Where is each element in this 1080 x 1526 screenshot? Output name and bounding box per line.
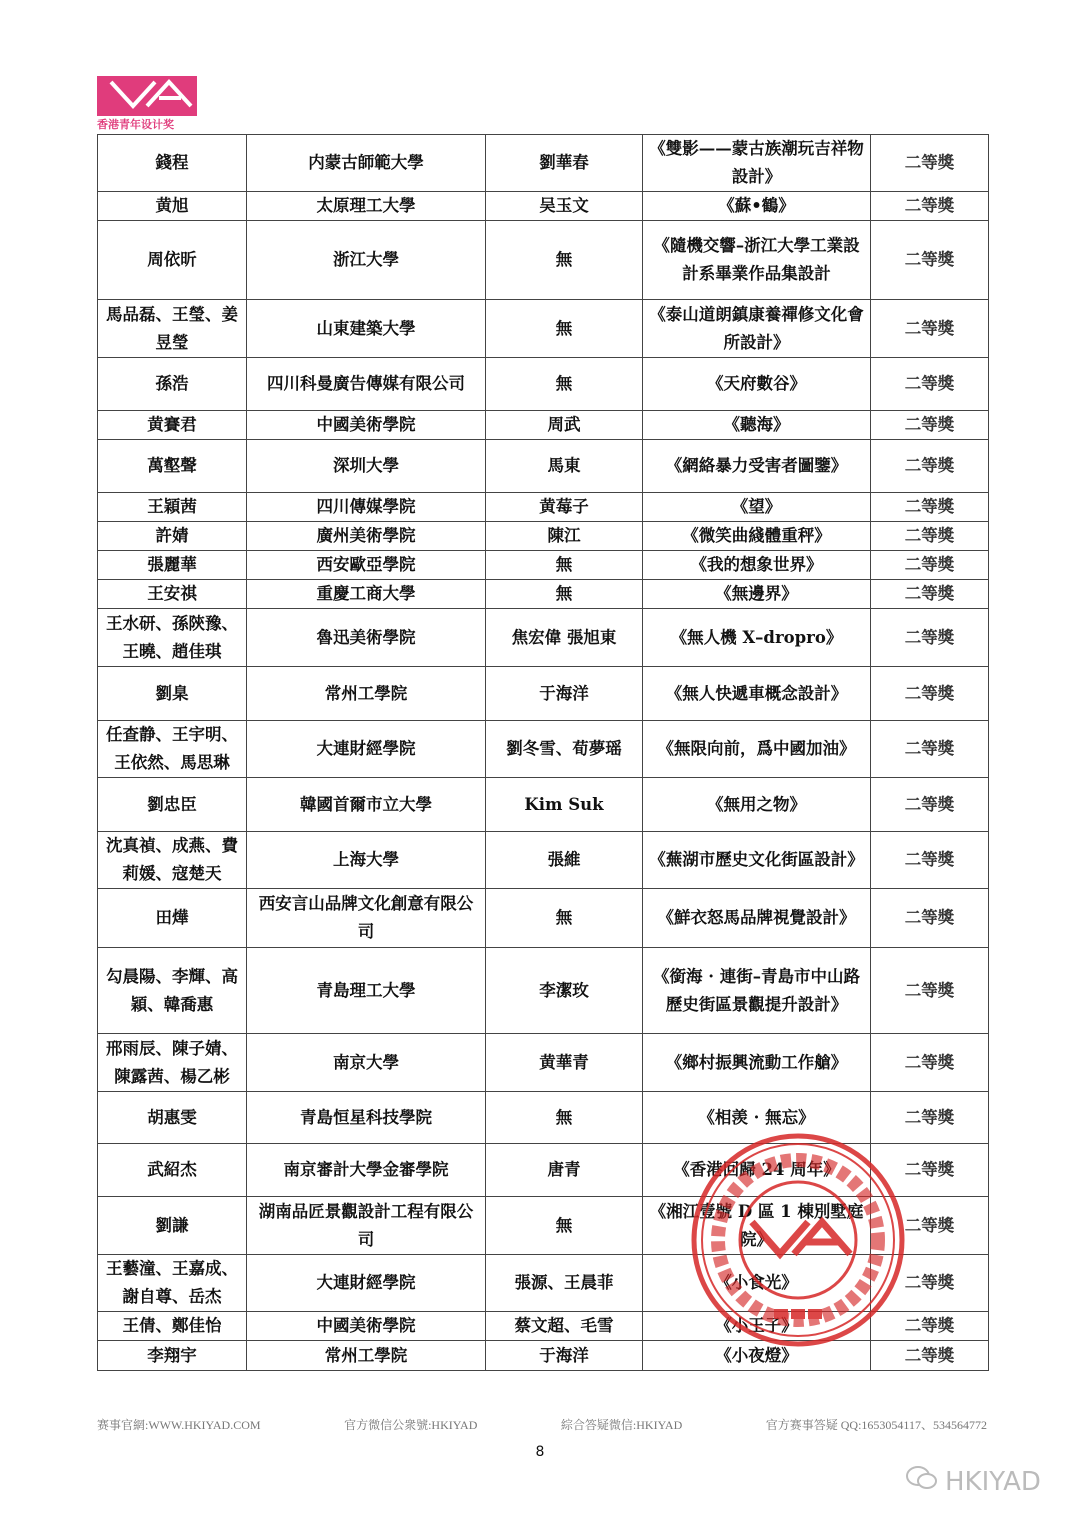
award-cell: 二等獎 [871,411,989,440]
award-cell: 二等獎 [871,522,989,551]
institution-cell: 深圳大學 [247,440,486,493]
advisor-cell: 無 [486,551,643,580]
student-names-cell: 馬品磊、王瑩、姜昱瑩 [98,300,247,358]
work-title-cell: 《蘇•鶴》 [643,192,871,221]
award-cell: 二等獎 [871,1341,989,1371]
advisor-cell: 無 [486,300,643,358]
work-title-cell: 《鄉村振興流動工作艙》 [643,1034,871,1092]
table-row [98,609,989,667]
work-title-cell: 《香港回歸 24 周年》 [643,1144,871,1197]
award-cell: 二等獎 [871,778,989,832]
watermark [905,1464,1041,1499]
work-title-cell: 《天府數谷》 [643,358,871,411]
work-title-cell: 《小王子》 [643,1312,871,1341]
advisor-cell: 張維 [486,832,643,889]
work-title-cell: 《小食光》 [643,1255,871,1312]
footer [97,1416,987,1433]
advisor-cell: 無 [486,1092,643,1144]
table-row [98,440,989,493]
table-row [98,1034,989,1092]
work-title-cell: 《網絡暴力受害者圖鑒》 [643,440,871,493]
institution-cell: 南京大學 [247,1034,486,1092]
institution-cell: 中國美術學院 [247,1312,486,1341]
student-names-cell: 邢雨辰、陳子婧、陳露茜、楊乙彬 [98,1034,247,1092]
table-row [98,551,989,580]
advisor-cell: 無 [486,1197,643,1255]
award-cell: 二等獎 [871,667,989,721]
student-names-cell: 王藝潼、王嘉成、謝自尊、岳杰 [98,1255,247,1312]
advisor-cell: 馬東 [486,440,643,493]
work-title-cell: 《銜海 · 連街–青島市中山路歷史街區景觀提升設計》 [643,948,871,1034]
student-names-cell: 王穎茜 [98,493,247,522]
footer-wechat-account: 官方微信公衆號:HKIYAD [344,1418,478,1432]
advisor-cell: 唐青 [486,1144,643,1197]
table-row [98,667,989,721]
student-names-cell: 王安祺 [98,580,247,609]
table-row [98,889,989,948]
logo-mark [97,76,197,116]
student-names-cell: 任查静、王宇明、王依然、馬思琳 [98,721,247,778]
institution-cell: 魯迅美術學院 [247,609,486,667]
table-row [98,721,989,778]
institution-cell: 四川傳媒學院 [247,493,486,522]
table-row [98,300,989,358]
advisor-cell: 焦宏偉 張旭東 [486,609,643,667]
wechat-icon [905,1464,939,1499]
award-cell: 二等獎 [871,1144,989,1197]
institution-cell: 太原理工大學 [247,192,486,221]
institution-cell: 四川科曼廣告傳媒有限公司 [247,358,486,411]
advisor-cell: 周武 [486,411,643,440]
advisor-cell: 蔡文超、毛雪 [486,1312,643,1341]
institution-cell: 廣州美術學院 [247,522,486,551]
table-row [98,135,989,192]
advisor-cell: 于海洋 [486,1341,643,1371]
work-title-cell: 《無邊界》 [643,580,871,609]
table-row [98,221,989,300]
institution-cell: 西安歐亞學院 [247,551,486,580]
institution-cell: 浙江大學 [247,221,486,300]
award-cell: 二等獎 [871,440,989,493]
institution-cell: 大連財經學院 [247,1255,486,1312]
student-names-cell: 胡惠雯 [98,1092,247,1144]
student-names-cell: 勾晨陽、李輝、高穎、韓喬惠 [98,948,247,1034]
brand-logo [97,76,197,130]
institution-cell: 上海大學 [247,832,486,889]
work-title-cell: 《雙影——蒙古族潮玩吉祥物設計》 [643,135,871,192]
student-names-cell: 萬壑聲 [98,440,247,493]
advisor-cell: 無 [486,358,643,411]
work-title-cell: 《泰山道朗鎮康養禪修文化會所設計》 [643,300,871,358]
student-names-cell: 劉臬 [98,667,247,721]
table-row [98,948,989,1034]
award-cell: 二等獎 [871,358,989,411]
award-cell: 二等獎 [871,1312,989,1341]
student-names-cell: 沈真禎、成燕、費莉媛、寇楚天 [98,832,247,889]
work-title-cell: 《無限向前，爲中國加油》 [643,721,871,778]
table-row [98,493,989,522]
work-title-cell: 《鮮衣怒馬品牌視覺設計》 [643,889,871,948]
page-number: 8 [535,1444,545,1460]
institution-cell: 青島理工大學 [247,948,486,1034]
institution-cell: 青島恒星科技學院 [247,1092,486,1144]
student-names-cell: 黄賽君 [98,411,247,440]
advisor-cell: 無 [486,580,643,609]
work-title-cell: 《無人快遞車概念設計》 [643,667,871,721]
table-row [98,358,989,411]
awards-table [97,134,989,1371]
work-title-cell: 《蕪湖市歷史文化街區設計》 [643,832,871,889]
institution-cell: 湖南品匠景觀設計工程有限公司 [247,1197,486,1255]
student-names-cell: 劉謙 [98,1197,247,1255]
table-row [98,522,989,551]
advisor-cell: 李潔玫 [486,948,643,1034]
footer-qq: 官方赛事答疑 QQ:1653054117、534564772 [765,1418,987,1432]
institution-cell: 常州工學院 [247,667,486,721]
work-title-cell: 《湘江壹號 D 區 1 棟別墅庭院》 [643,1197,871,1255]
student-names-cell: 周依昕 [98,221,247,300]
student-names-cell: 田燁 [98,889,247,948]
institution-cell: 常州工學院 [247,1341,486,1371]
advisor-cell: 無 [486,221,643,300]
work-title-cell: 《望》 [643,493,871,522]
award-cell: 二等獎 [871,832,989,889]
advisor-cell: 于海洋 [486,667,643,721]
award-cell: 二等獎 [871,493,989,522]
advisor-cell: 張源、王晨菲 [486,1255,643,1312]
institution-cell: 重慶工商大學 [247,580,486,609]
student-names-cell: 李翔宇 [98,1341,247,1371]
institution-cell: 中國美術學院 [247,411,486,440]
advisor-cell: 吴玉文 [486,192,643,221]
advisor-cell: 陳江 [486,522,643,551]
advisor-cell: 黄莓子 [486,493,643,522]
work-title-cell: 《聽海》 [643,411,871,440]
work-title-cell: 《隨機交響–浙江大學工業設計系畢業作品集設計 [643,221,871,300]
award-cell: 二等獎 [871,1034,989,1092]
footer-website: 赛事官網:WWW.HKIYAD.COM [97,1418,261,1432]
advisor-cell: 無 [486,889,643,948]
institution-cell: 大連財經學院 [247,721,486,778]
award-cell: 二等獎 [871,889,989,948]
work-title-cell: 《無人機 X–dropro》 [643,609,871,667]
table-row [98,1312,989,1341]
student-names-cell: 黄旭 [98,192,247,221]
award-cell: 二等獎 [871,551,989,580]
award-cell: 二等獎 [871,580,989,609]
award-cell: 二等獎 [871,300,989,358]
work-title-cell: 《我的想象世界》 [643,551,871,580]
student-names-cell: 許婧 [98,522,247,551]
award-cell: 二等獎 [871,221,989,300]
award-cell: 二等獎 [871,135,989,192]
institution-cell: 内蒙古師範大學 [247,135,486,192]
table-row [98,778,989,832]
award-cell: 二等獎 [871,1092,989,1144]
advisor-cell: 劉華春 [486,135,643,192]
work-title-cell: 《小夜燈》 [643,1341,871,1371]
award-cell: 二等獎 [871,1197,989,1255]
table-row [98,1341,989,1371]
work-title-cell: 《無用之物》 [643,778,871,832]
institution-cell: 西安言山品牌文化創意有限公司 [247,889,486,948]
table-row [98,1092,989,1144]
work-title-cell: 《相羡 · 無忘》 [643,1092,871,1144]
table-row [98,832,989,889]
institution-cell: 韓國首爾市立大學 [247,778,486,832]
student-names-cell: 王水研、孫陝豫、王曉、趙佳琪 [98,609,247,667]
student-names-cell: 武紹杰 [98,1144,247,1197]
award-cell: 二等獎 [871,192,989,221]
logo-text: 香港青年设计奖 [97,118,174,131]
award-cell: 二等獎 [871,721,989,778]
award-cell: 二等獎 [871,948,989,1034]
student-names-cell: 錢程 [98,135,247,192]
student-names-cell: 張麗華 [98,551,247,580]
table-row [98,580,989,609]
advisor-cell: 黄華青 [486,1034,643,1092]
advisor-cell: 劉冬雪、荀夢瑶 [486,721,643,778]
institution-cell: 南京審計大學金審學院 [247,1144,486,1197]
table-row [98,1144,989,1197]
student-names-cell: 王倩、鄭佳怡 [98,1312,247,1341]
student-names-cell: 孫浩 [98,358,247,411]
table-row [98,411,989,440]
watermark-text: HKIYAD [945,1466,1041,1497]
student-names-cell: 劉忠臣 [98,778,247,832]
footer-wechat-support: 綜合答疑微信:HKIYAD [560,1418,683,1432]
award-cell: 二等獎 [871,1255,989,1312]
table-row [98,1197,989,1255]
table-row [98,192,989,221]
award-cell: 二等獎 [871,609,989,667]
table-row [98,1255,989,1312]
advisor-cell: Kim Suk [486,778,643,832]
institution-cell: 山東建築大學 [247,300,486,358]
work-title-cell: 《微笑曲綫體重秤》 [643,522,871,551]
